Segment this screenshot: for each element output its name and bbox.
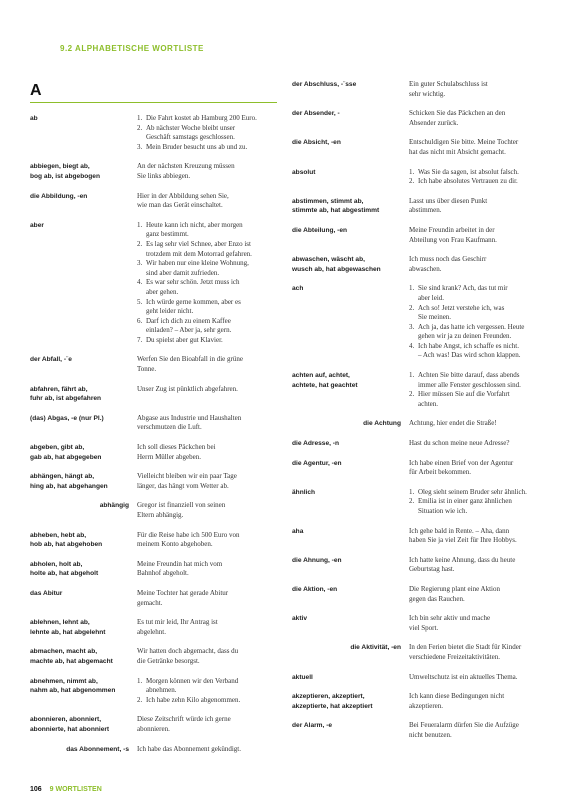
- example-text: Die Regierung plant eine Aktion gegen das Rauchen.: [409, 584, 500, 603]
- word-entry: [292, 197, 548, 216]
- example-text: Was Sie da sagen, ist absolut falsch.: [418, 167, 519, 176]
- headword: aber: [30, 221, 44, 229]
- item-number: 1.: [409, 487, 415, 496]
- headword: die Achtung: [363, 420, 401, 428]
- word-entry: [292, 168, 548, 187]
- example: [409, 284, 548, 361]
- example: [137, 385, 281, 395]
- headword: aktiv: [292, 615, 308, 623]
- headword: abwaschen, wäscht ab, wusch ab, hat abgewaschen: [292, 256, 381, 273]
- headword: abstimmen, stimmt ab, stimmte ab, hat abgestimmt: [292, 197, 380, 215]
- item-number: 6.: [137, 316, 143, 325]
- headword: der Absender, -: [292, 110, 340, 118]
- example-item: [409, 323, 548, 342]
- word-entry: [292, 643, 548, 662]
- example-item: [409, 371, 548, 390]
- example: [409, 419, 548, 429]
- headword: abheben, hebt ab, hob ab, hat abgehoben: [30, 531, 103, 549]
- page-number: 106: [30, 786, 42, 793]
- item-number: 4.: [409, 341, 415, 350]
- word-entry: [30, 114, 281, 152]
- example-item: [137, 124, 281, 143]
- example-text: Ich habe einen Brief von der Agentur für Arbeit bekommen.: [409, 458, 514, 477]
- example-text: Werfen Sie den Bioabfall in die grüne Tonne.: [137, 355, 243, 374]
- example: [137, 715, 281, 734]
- right-column: [292, 80, 548, 751]
- example-text: Wir hatten doch abgemacht, dass du die Getränke besorgst.: [137, 647, 239, 665]
- word-entry: [30, 355, 281, 374]
- word-entry: [292, 527, 548, 546]
- word-entry: [30, 385, 281, 404]
- headword: abmachen, macht ab, machte ab, hat abgemacht: [30, 648, 113, 665]
- example: [409, 673, 548, 683]
- example-text: Meine Freundin hat mich vom Bahnhof abgeholt.: [137, 559, 223, 578]
- headword: das Abitur: [30, 589, 63, 597]
- word-entry: [292, 255, 548, 274]
- headword: der Abschluss, -¨sse: [292, 81, 357, 88]
- example: [409, 643, 548, 662]
- headword: aktuell: [292, 673, 313, 681]
- example: [409, 197, 548, 216]
- example-text: Ich muss noch das Geschirr abwaschen.: [409, 255, 487, 273]
- word-entry: [292, 439, 548, 449]
- example-text: Heute kann ich nicht, aber morgen ganz bestimmt.: [146, 220, 243, 239]
- item-number: 7.: [137, 335, 143, 344]
- word-entry: [30, 647, 281, 666]
- example-text: Achtung, hier endet die Straße!: [409, 419, 497, 428]
- headword: achten auf, achtet, achtete, hat geachtet: [292, 372, 358, 389]
- headword: aha: [292, 527, 304, 535]
- word-entry: [292, 614, 548, 633]
- example-item: [137, 240, 281, 259]
- word-entry: [30, 618, 281, 637]
- example: [137, 443, 281, 462]
- example: [137, 589, 281, 608]
- example-text: Ach so! Jetzt verstehe ich, was Sie meinen.: [418, 303, 505, 322]
- item-number: 2.: [409, 177, 415, 186]
- example-item: [137, 259, 281, 278]
- word-entry: [30, 414, 281, 433]
- example-item: [137, 317, 281, 336]
- headword: die Abteilung, -en: [292, 226, 348, 234]
- example-text: An der nächsten Kreuzung müssen Sie links abbiegen.: [137, 162, 235, 180]
- example: [409, 614, 548, 633]
- example-item: [137, 114, 281, 124]
- example-item: [137, 221, 281, 240]
- item-number: 2.: [137, 239, 143, 248]
- headword: die Ahnung, -en: [292, 556, 342, 564]
- item-number: 3.: [137, 142, 143, 151]
- word-entry: [30, 531, 281, 550]
- example-text: Ein guter Schulabschluss ist sehr wichtig.: [409, 80, 488, 98]
- example-text: Die Fahrt kostet ab Hamburg 200 Euro.: [146, 114, 257, 122]
- word-entry: [292, 284, 548, 361]
- example: [409, 226, 548, 245]
- example-text: Ich bin sehr aktiv und mache viel Sport.: [409, 614, 491, 632]
- word-entry: [292, 419, 548, 429]
- example-text: Bei Feueralarm dürfen Sie die Aufzüge nicht benutzen.: [409, 721, 519, 739]
- example-text: Hier in der Abbildung sehen Sie, wie man das Gerät einschaltet.: [137, 191, 229, 210]
- example-text: In den Ferien bietet die Stadt für Kinder verschiedene Freizeitaktivitäten.: [409, 643, 522, 661]
- example: [409, 556, 548, 575]
- example-item: [409, 497, 548, 516]
- example-text: Ab nächster Woche bleibt unser Geschäft samstags geschlossen.: [146, 123, 236, 142]
- example-text: Ich habe zehn Kilo abgenommen.: [146, 695, 241, 704]
- example-text: Unser Zug ist pünktlich abgefahren.: [137, 384, 238, 393]
- word-entry: [30, 472, 281, 491]
- example-text: Ich gehe bald in Rente. – Aha, dann haben Sie ja viel Zeit für Ihre Hobbys.: [409, 526, 517, 545]
- example: [137, 472, 281, 491]
- headword: abhängig: [99, 502, 129, 510]
- example-text: Gregor ist finanziell von seinen Eltern abhängig.: [137, 501, 226, 519]
- word-entry: [30, 715, 281, 734]
- example: [409, 527, 548, 546]
- example-item: [137, 143, 281, 153]
- headword: akzeptieren, akzeptiert, akzeptierte, hat akzeptiert: [292, 693, 373, 710]
- example-text: Hier müssen Sie auf die Vorfahrt achten.: [418, 390, 510, 408]
- word-entry: [292, 138, 548, 157]
- example-text: Entschuldigen Sie bitte. Meine Tochter hat das nicht mit Absicht gemacht.: [409, 138, 519, 156]
- example-item: [409, 488, 548, 498]
- word-entry: [30, 221, 281, 346]
- example-text: Morgen können wir den Verband abnehmen.: [146, 676, 239, 695]
- example: [409, 439, 548, 449]
- example-item: [409, 177, 548, 187]
- item-number: 2.: [409, 497, 415, 506]
- letter-heading: A: [30, 82, 42, 99]
- example-text: Ich würde gerne kommen, aber es geht leider nicht.: [146, 297, 241, 316]
- section-heading: 9.2 ALPHABETISCHE WORTLISTE: [60, 44, 204, 53]
- example: [137, 560, 281, 579]
- headword: absolut: [292, 168, 316, 176]
- example: [409, 721, 548, 740]
- item-number: 2.: [137, 123, 143, 132]
- example: [409, 692, 548, 711]
- example: [137, 531, 281, 550]
- example: [137, 618, 281, 637]
- headword: die Absicht, -en: [292, 139, 341, 147]
- example-item: [137, 298, 281, 317]
- word-entry: [292, 585, 548, 604]
- example: [409, 109, 548, 128]
- headword: abfahren, fährt ab, fuhr ab, ist abgefahren: [30, 385, 102, 403]
- word-entry: [292, 459, 548, 478]
- headword: die Aktion, -en: [292, 585, 338, 593]
- headword: das Abonnement, -s: [66, 745, 129, 753]
- example-item: [137, 696, 281, 706]
- word-entry: [292, 556, 548, 575]
- word-entry: [292, 226, 548, 245]
- example-text: Es tut mir leid, Ihr Antrag ist abgelehnt.: [137, 618, 218, 636]
- word-entry: [30, 443, 281, 462]
- word-entry: [292, 371, 548, 409]
- example: [137, 355, 281, 374]
- headword: die Aktivität, -en: [350, 644, 401, 652]
- headword: die Abbildung, -en: [30, 192, 88, 200]
- example-text: Ich kann diese Bedingungen nicht akzeptieren.: [409, 692, 505, 710]
- example-text: Es war sehr schön. Jetzt muss ich aber gehen.: [146, 278, 240, 296]
- example-text: Darf ich dich zu einem Kaffee einladen? – Aber ja, sehr gern.: [146, 316, 232, 335]
- example: [409, 459, 548, 478]
- example: [409, 371, 548, 409]
- example-text: Sie sind krank? Ach, das tut mir aber leid.: [418, 284, 508, 302]
- example-text: Es lag sehr viel Schnee, aber Enzo ist trotzdem mit dem Motorrad gefahren.: [146, 239, 252, 258]
- example-item: [409, 168, 548, 178]
- example-text: Meine Freundin arbeitet in der Abteilung von Frau Kaufmann.: [409, 225, 497, 244]
- item-number: 1.: [409, 371, 415, 380]
- example: [137, 162, 281, 181]
- item-number: 2.: [409, 303, 415, 312]
- item-number: 1.: [137, 220, 143, 229]
- headword: der Alarm, -e: [292, 722, 333, 730]
- word-entry: [292, 109, 548, 128]
- example-item: [409, 284, 548, 303]
- word-entry: [30, 192, 281, 211]
- example-text: Meine Tochter hat gerade Abitur gemacht.: [137, 588, 229, 607]
- example-item: [137, 336, 281, 346]
- example-text: Mein Bruder besucht uns ab und zu.: [146, 142, 248, 151]
- headword: abnehmen, nimmt ab, nahm ab, hat abgenommen: [30, 677, 116, 695]
- example: [137, 501, 281, 520]
- item-number: 5.: [137, 297, 143, 306]
- headword: abholen, holt ab, holte ab, hat abgeholt: [30, 560, 99, 578]
- example-text: Diese Zeitschrift würde ich gerne abonnieren.: [137, 715, 231, 733]
- example: [137, 745, 281, 755]
- example-text: Hast du schon meine neue Adresse?: [409, 439, 510, 448]
- example-text: Schicken Sie das Päckchen an den Absender zurück.: [409, 109, 506, 127]
- word-entry: [292, 721, 548, 740]
- footer-section: 9 WORTLISTEN: [49, 786, 102, 793]
- word-entry: [292, 673, 548, 683]
- example-text: Umweltschutz ist ein aktuelles Thema.: [409, 672, 518, 681]
- example: [409, 138, 548, 157]
- example-item: [137, 677, 281, 696]
- example: [409, 80, 548, 99]
- item-number: 1.: [409, 167, 415, 176]
- item-number: 3.: [137, 259, 143, 268]
- example-item: [409, 342, 548, 361]
- headword: ähnlich: [292, 488, 316, 496]
- example-text: Ich habe absolutes Vertrauen zu dir.: [418, 177, 518, 186]
- headword: abonnieren, abonniert, abonnierte, hat abonniert: [30, 716, 110, 733]
- example: [137, 677, 281, 706]
- item-number: 1.: [137, 114, 143, 122]
- headword: ab: [30, 115, 38, 122]
- example: [137, 221, 281, 346]
- example-item: [409, 304, 548, 323]
- headword: der Abfall, -¨e: [30, 356, 72, 364]
- example: [137, 192, 281, 211]
- word-entry: [30, 677, 281, 706]
- word-entry: [30, 162, 281, 181]
- example-item: [409, 390, 548, 409]
- example-text: Ich soll dieses Päckchen bei Herrn Müller abgeben.: [137, 443, 216, 461]
- example: [409, 168, 548, 187]
- word-entry: [30, 745, 281, 755]
- headword: (das) Abgas, -e (nur Pl.): [30, 414, 104, 422]
- example: [409, 255, 548, 274]
- example-text: Du spielst aber gut Klavier.: [146, 335, 223, 344]
- headword: ablehnen, lehnt ab, lehnte ab, hat abgelehnt: [30, 619, 106, 636]
- example-text: Wir haben nur eine kleine Wohnung, sind aber damit zufrieden.: [146, 259, 249, 277]
- word-entry: [30, 501, 281, 520]
- item-number: 1.: [409, 284, 415, 293]
- item-number: 3.: [409, 322, 415, 331]
- word-entry: [292, 692, 548, 711]
- example-text: Vielleicht bleiben wir ein paar Tage länger, das hängt vom Wetter ab.: [137, 472, 237, 490]
- headword: die Adresse, -n: [292, 440, 340, 448]
- example-item: [137, 278, 281, 297]
- example-text: Emilia ist in einer ganz ähnlichen Situation wie ich.: [418, 497, 512, 515]
- example: [409, 585, 548, 604]
- headword: die Agentur, -en: [292, 459, 342, 467]
- headword: abbiegen, biegt ab, bog ab, ist abgebogen: [30, 163, 100, 180]
- example: [409, 488, 548, 517]
- headword: abhängen, hängt ab, hing ab, hat abgehangen: [30, 473, 108, 490]
- example: [137, 114, 281, 152]
- word-entry: [30, 589, 281, 608]
- example-text: Ich habe Angst, ich schaffe es nicht. – Ach was! Das wird schon klappen.: [418, 341, 521, 360]
- item-number: 1.: [137, 676, 143, 685]
- example-text: Lasst uns über diesen Punkt abstimmen.: [409, 196, 488, 215]
- example-text: Achten Sie bitte darauf, dass abends immer alle Fenster geschlossen sind.: [418, 371, 521, 389]
- word-entry: [292, 80, 548, 99]
- left-column: [30, 114, 281, 764]
- headword: abgeben, gibt ab, gab ab, hat abgegeben: [30, 444, 102, 461]
- example-text: Abgase aus Industrie und Haushalten verschmutzen die Luft.: [137, 413, 242, 432]
- example: [137, 414, 281, 433]
- headword: ach: [292, 285, 304, 293]
- item-number: 4.: [137, 278, 143, 287]
- example-text: Ach ja, das hatte ich vergessen. Heute gehen wir ja zu deinen Freunden.: [418, 322, 525, 341]
- word-entry: [30, 560, 281, 579]
- example: [137, 647, 281, 666]
- example-text: Ich hatte keine Ahnung, dass du heute Geburtstag hast.: [409, 555, 516, 574]
- item-number: 2.: [409, 390, 415, 399]
- example-text: Für die Reise habe ich 500 Euro von meinem Konto abgehoben.: [137, 530, 240, 549]
- letter-divider: [30, 102, 277, 103]
- example-text: Oleg sieht seinem Bruder sehr ähnlich.: [418, 487, 527, 496]
- item-number: 2.: [137, 695, 143, 704]
- example-text: Ich habe das Abonnement gekündigt.: [137, 744, 242, 753]
- word-entry: [292, 488, 548, 517]
- page-footer: [30, 786, 102, 793]
